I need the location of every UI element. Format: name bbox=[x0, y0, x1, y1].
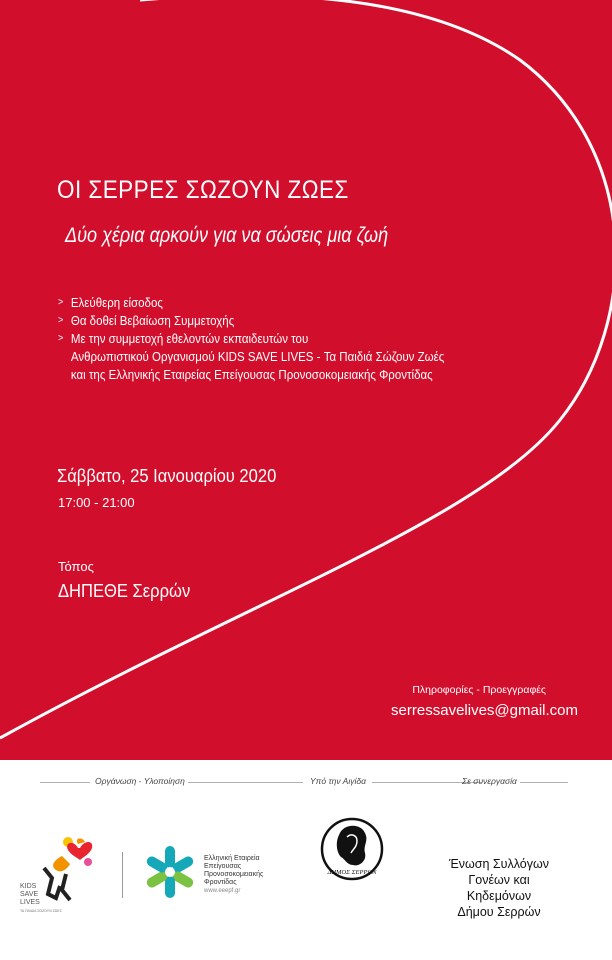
contact-email-link[interactable]: serressavelives@gmail.com bbox=[391, 702, 578, 719]
event-title: ΟΙ ΣΕΡΡΕΣ ΣΩΖΟΥΝ ΖΩΕΣ bbox=[57, 176, 349, 204]
municipality-seal-icon bbox=[317, 815, 387, 890]
place-label: Τόπος bbox=[58, 559, 94, 574]
svg-text:LIVES: LIVES bbox=[20, 899, 40, 906]
svg-text:ΔΗΜΟΣ ΣΕΡΡΩΝ: ΔΗΜΟΣ ΣΕΡΡΩΝ bbox=[327, 869, 377, 876]
eeepf-url: www.eeepf.gr bbox=[204, 888, 241, 894]
chevron-right-icon: > bbox=[58, 333, 64, 344]
info-registration-label: Πληροφορίες - Προεγγραφές bbox=[412, 684, 546, 696]
svg-text:SAVE: SAVE bbox=[20, 891, 39, 898]
bullet-item: > Με την συμμετοχή εθελοντών εκπαιδευτών του Ανθρωπιστικού Οργανισμού KIDS SAVE LIVES - Τα Παιδιά Σώζουν Ζωές και της Ελληνικής Εταιρείας Επείγουσας Προνοσοκομειακής Φροντίδας bbox=[58, 332, 445, 382]
section-label-auspices: Υπό την Αιγίδα bbox=[310, 776, 366, 786]
parents-union-name: Ένωση Συλλόγων Γονέων και Κηδεμόνων Δήμου Σερρών bbox=[448, 857, 550, 919]
section-label-collaboration: Σε συνεργασία bbox=[462, 776, 517, 786]
event-time: 17:00 - 21:00 bbox=[58, 495, 135, 510]
kids-save-lives-logo bbox=[18, 828, 118, 918]
event-date: Σάββατο, 25 Ιανουαρίου 2020 bbox=[57, 466, 277, 486]
svg-text:KIDS: KIDS bbox=[20, 883, 37, 890]
info-bullet-list bbox=[58, 294, 478, 384]
footer-divider-lines bbox=[0, 775, 612, 789]
event-subtitle: Δύο χέρια αρκούν για να σώσεις μια ζωή bbox=[65, 224, 389, 247]
logo-divider bbox=[122, 852, 123, 898]
event-place: ΔΗΠΕΘΕ Σερρών bbox=[58, 581, 191, 601]
chevron-right-icon: > bbox=[58, 297, 64, 308]
section-label-organization: Οργάνωση - Υλοποίηση bbox=[95, 776, 185, 786]
svg-text:ΤΑ ΠΑΙΔΙΑ ΣΩΖΟΥΝ ΖΩΕΣ: ΤΑ ΠΑΙΔΙΑ ΣΩΖΟΥΝ ΖΩΕΣ bbox=[20, 909, 62, 913]
chevron-right-icon: > bbox=[58, 315, 64, 326]
bullet-item: > Ελεύθερη είσοδος bbox=[58, 296, 163, 310]
bullet-item: > Θα δοθεί Βεβαίωση Συμμετοχής bbox=[58, 314, 235, 328]
eeepf-name: Ελληνική Εταιρεία Επείγουσας Προνοσοκομειακής Φροντίδας www.eeepf.gr bbox=[204, 855, 264, 894]
